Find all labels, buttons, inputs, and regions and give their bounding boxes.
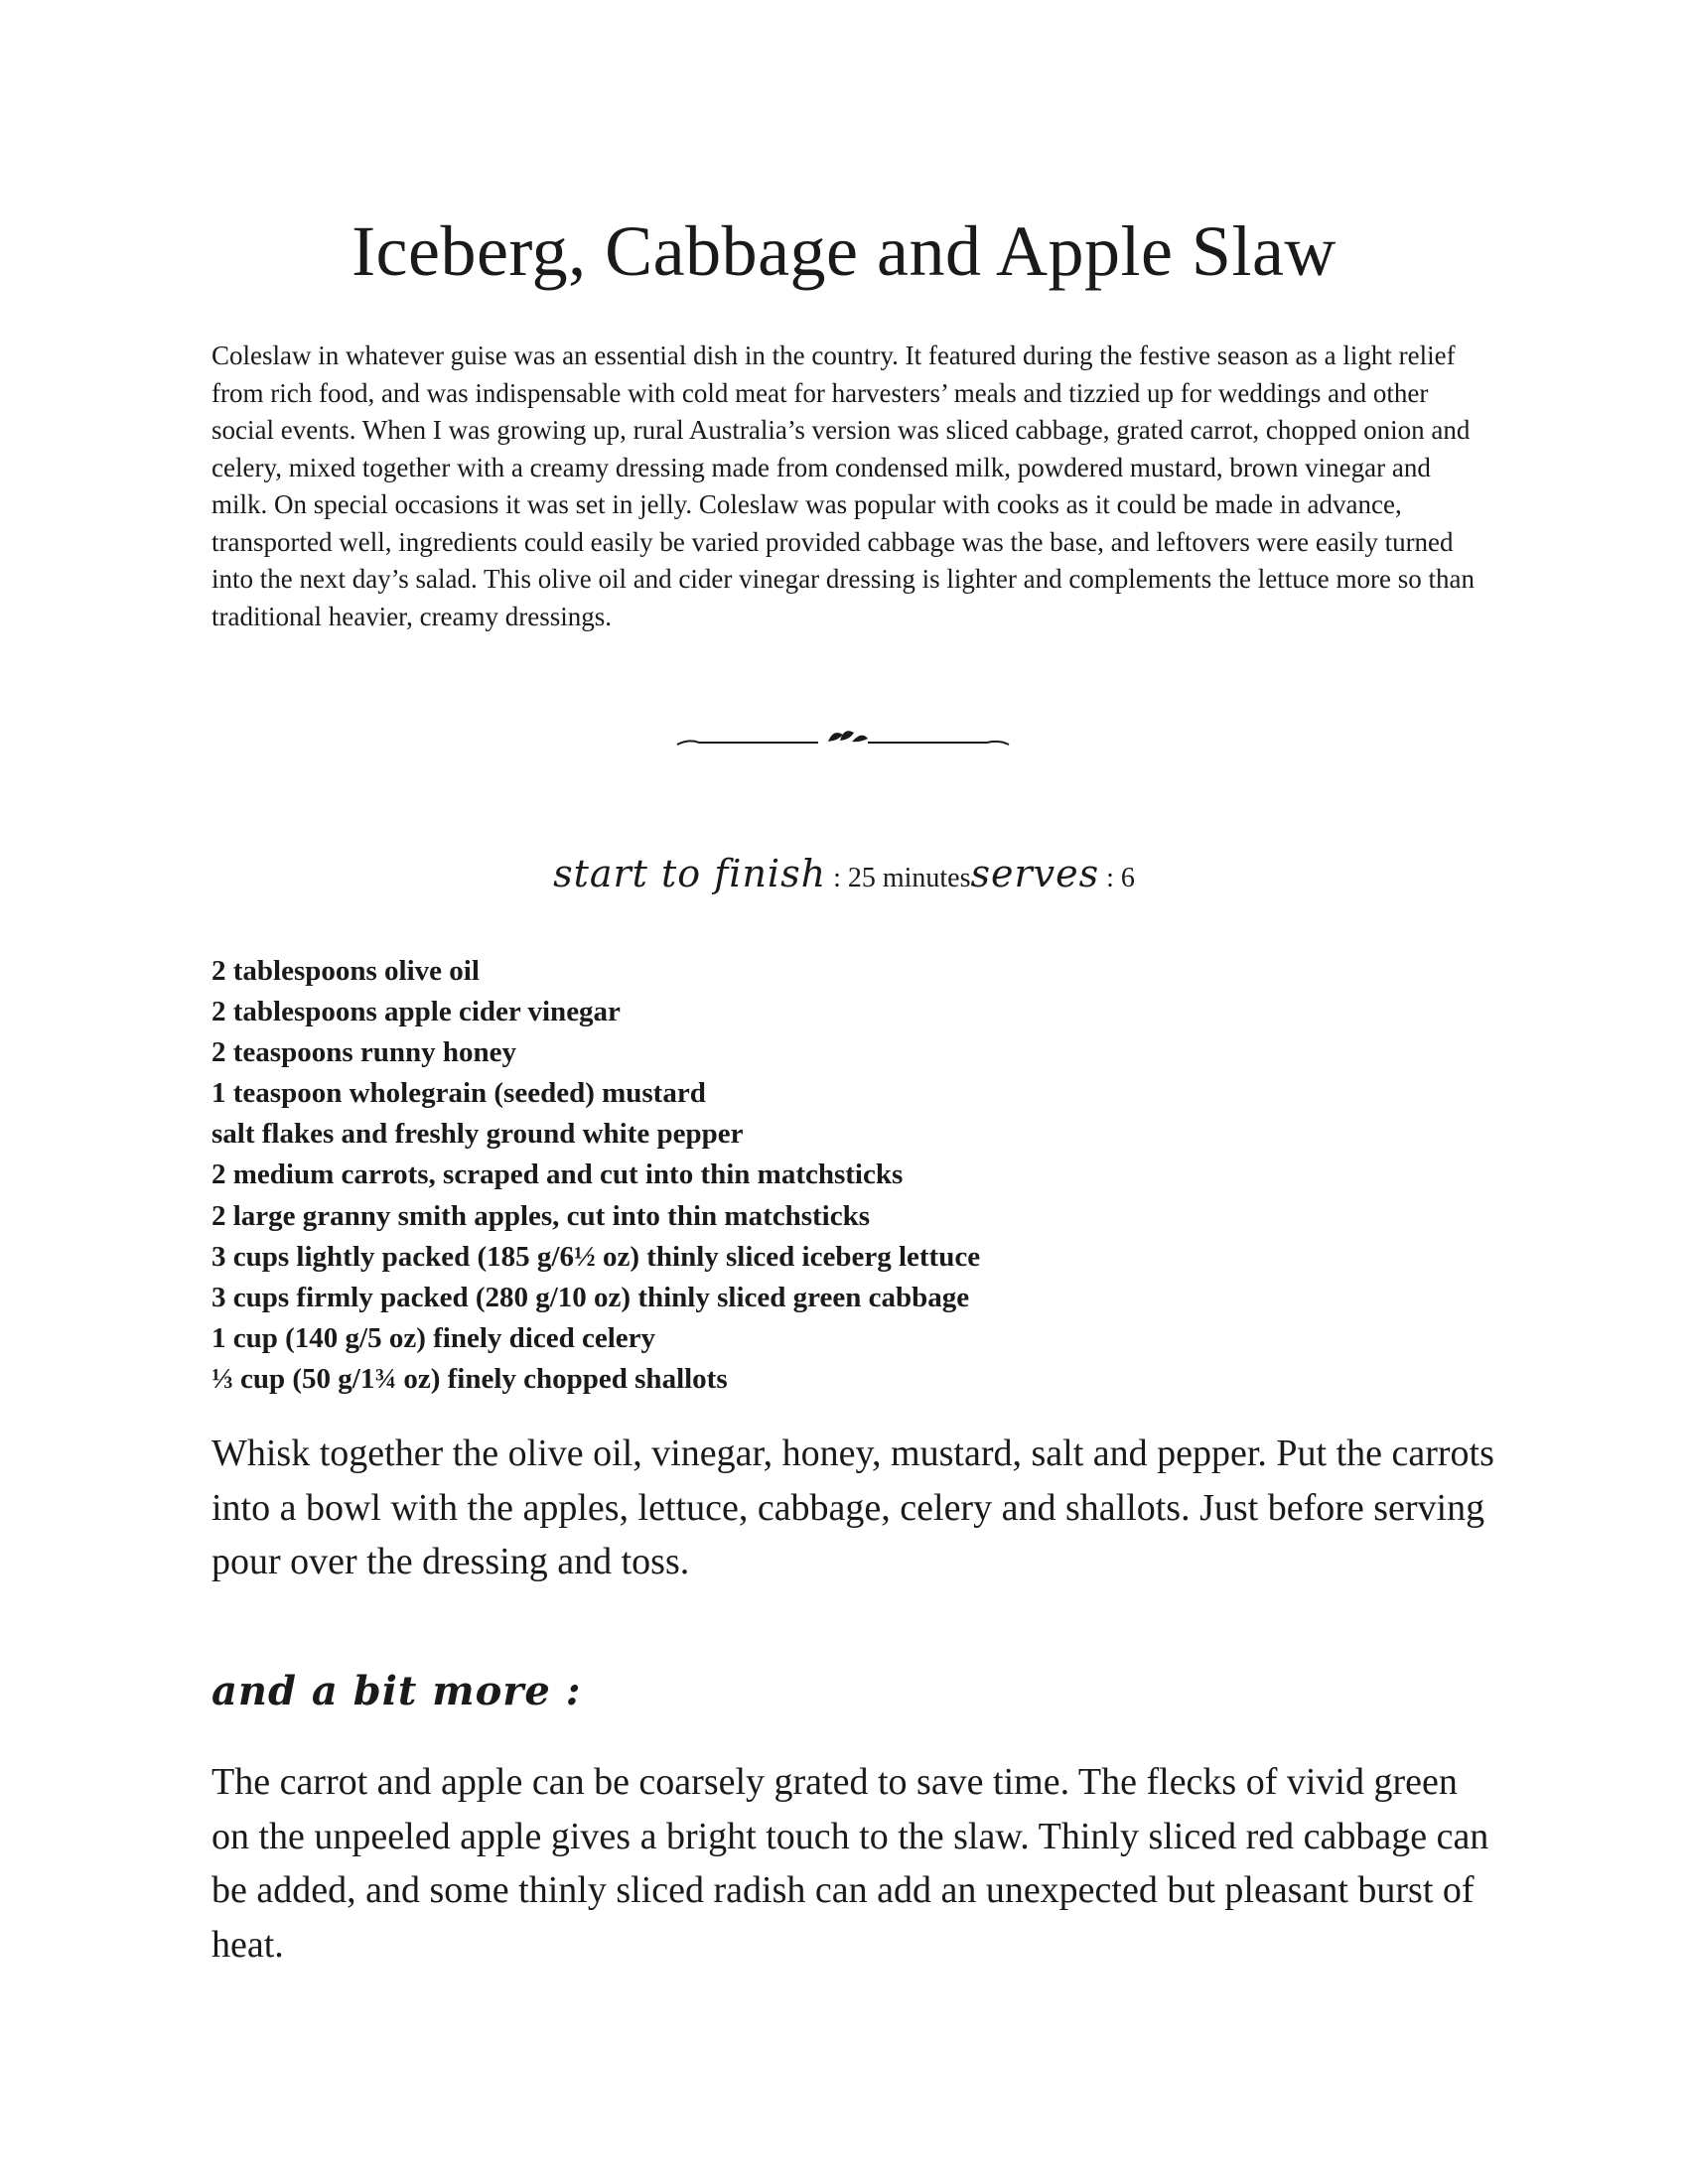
ingredient-item: 1 cup (140 g/5 oz) finely diced celery xyxy=(211,1321,655,1354)
time-separator: : xyxy=(826,863,848,893)
ingredient-list xyxy=(211,951,1502,1400)
ingredient-item: 2 medium carrots, scraped and cut into thin matchsticks xyxy=(211,1159,904,1191)
time-value: 25 minutes xyxy=(847,863,971,893)
recipe-title: Iceberg, Cabbage and Apple Slaw xyxy=(352,211,1336,291)
serves-separator: : xyxy=(1099,863,1121,893)
ingredient-item: salt flakes and freshly ground white pepper xyxy=(211,1118,744,1151)
method-text: Whisk together the olive oil, vinegar, honey, mustard, salt and pepper. Put the carrots into a bowl with the apples, lettuce, cabbage, celery and shallots. Just before serving pour over the dressing and toss. xyxy=(211,1433,1494,1582)
serves-label: serves xyxy=(970,852,1100,895)
ingredient-item: 2 tablespoons olive oil xyxy=(211,955,480,987)
ingredient-item: 2 large granny smith apples, cut into thin matchsticks xyxy=(211,1199,871,1232)
ingredient-item: 1 teaspoon wholegrain (seeded) mustard xyxy=(211,1077,706,1110)
ingredient-item: 2 tablespoons apple cider vinegar xyxy=(211,996,621,1028)
ingredient-item: ⅓ cup (50 g/1¾ oz) finely chopped shallots xyxy=(211,1362,728,1395)
more-text: The carrot and apple can be coarsely grated to save time. The flecks of vivid green on the unpeeled apple gives a bright touch to the slaw. Thinly sliced red cabbage can be added, and some thinly sliced radish can add an unexpected but pleasant burst of heat. xyxy=(211,1761,1489,1966)
recipe-meta xyxy=(0,844,1688,908)
serves-value: 6 xyxy=(1120,863,1135,893)
ingredient-item: 3 cups firmly packed (280 g/10 oz) thinly sliced green cabbage xyxy=(211,1281,970,1313)
more-heading: and a bit more : xyxy=(211,1668,582,1714)
ingredient-item: 3 cups lightly packed (185 g/6½ oz) thinly sliced iceberg lettuce xyxy=(211,1240,981,1273)
ingredient-item: 2 teaspoons runny honey xyxy=(211,1036,516,1069)
recipe-intro: Coleslaw in whatever guise was an essential dish in the country. It featured during the festive season as a light relief from rich food, and was indispensable with cold meat for harvesters’ meals and tizzied up for weddings and other social events. When I was growing up, rural Australia’s version was sliced cabbage, grated carrot, chopped onion and celery, mixed together with a creamy dressing made from condensed milk, powdered mustard, brown vinegar and milk. On special occasions it was set in jelly. Coleslaw was popular with cooks as it could be made in advance, transported well, ingredients could easily be varied provided cabbage was the base, and leftovers were easily turned into the next day’s salad. This olive oil and cider vinegar dressing is lighter and complements the lettuce more so than traditional heavier, creamy dressings. xyxy=(211,341,1475,631)
leaf-divider-ornament xyxy=(669,723,1017,752)
time-label: start to finish xyxy=(553,852,827,895)
